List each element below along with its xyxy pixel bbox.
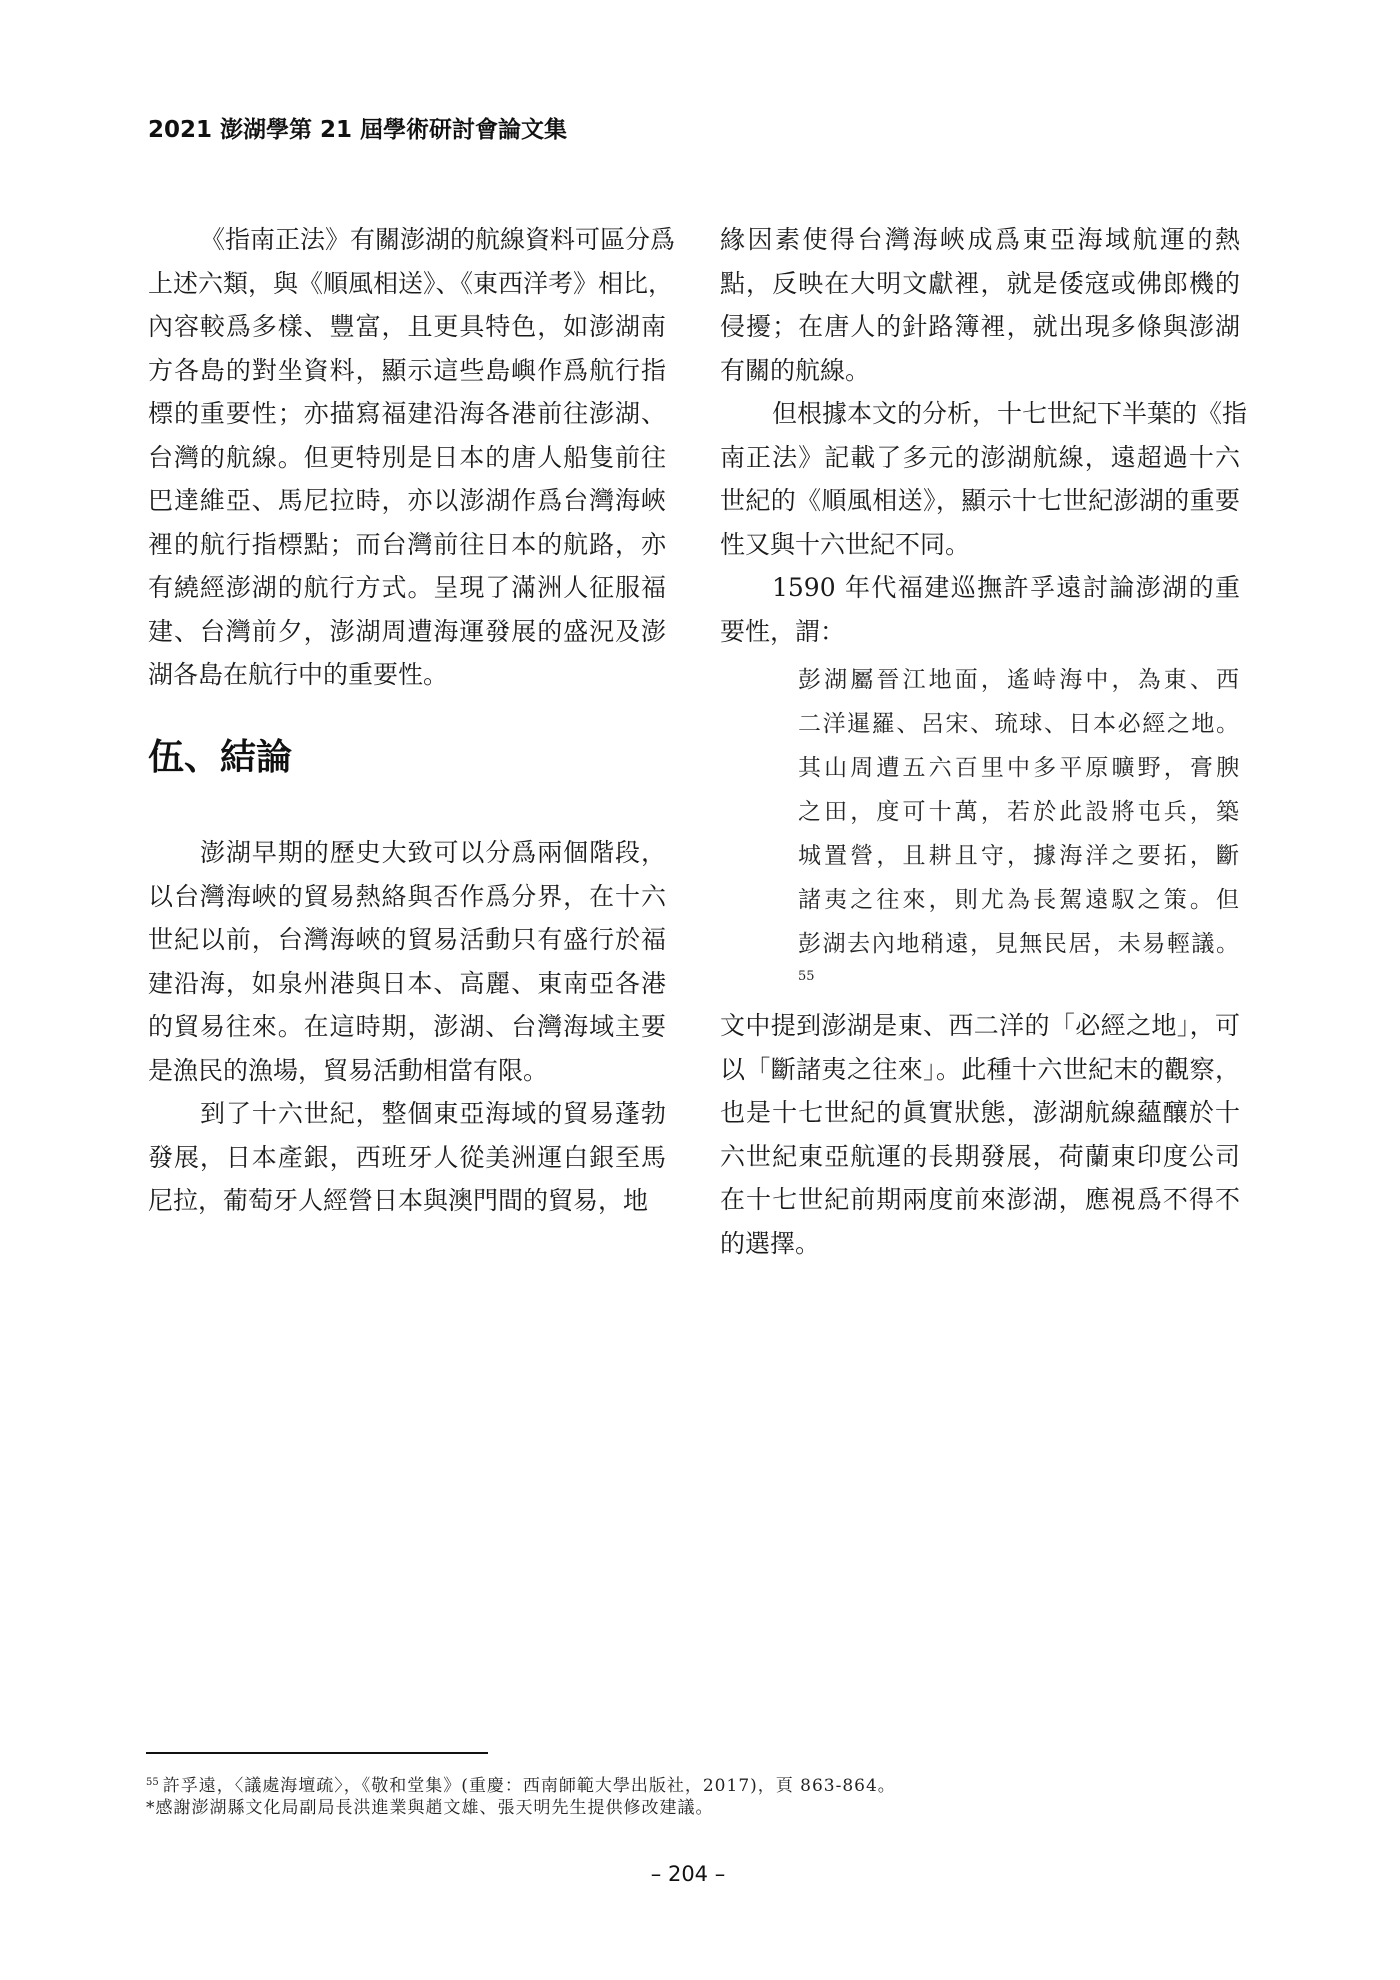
paragraph-line: 發展，日本產銀，西班牙人從美洲運白銀至馬 — [148, 1142, 666, 1172]
block-quote-line: 城置營，且耕且守，據海洋之要拓，斷 — [798, 843, 1240, 869]
paragraph-line: 點，反映在大明文獻裡，就是倭寇或佛郎機的 — [720, 268, 1240, 298]
section-heading: 伍、結論 — [148, 736, 293, 778]
paragraph-line: 有繞經澎湖的航行方式。呈現了滿洲人征服福 — [148, 573, 666, 602]
paragraph-line: 性又與十六世紀不同。 — [720, 529, 971, 559]
paragraph-line: 緣因素使得台灣海峽成爲東亞海域航運的熱 — [720, 225, 1240, 254]
paragraph-line: 台灣的航線。但更特別是日本的唐人船隻前往 — [148, 442, 666, 472]
block-quote-line: 其山周遭五六百里中多平原曠野，膏腴 — [798, 755, 1240, 781]
footnote-55 — [146, 1772, 896, 1797]
paragraph-line: 是漁民的漁場，貿易活動相當有限。 — [148, 1055, 549, 1085]
paragraph-line: 建、台灣前夕，澎湖周遭海運發展的盛況及澎 — [148, 616, 666, 646]
paragraph-line: 的貿易往來。在這時期，澎湖、台灣海域主要 — [148, 1012, 666, 1041]
paragraph-line: 湖各島在航行中的重要性。 — [148, 660, 449, 689]
paragraph-line: 世紀的《順風相送》，顯示十七世紀澎湖的重要 — [720, 486, 1240, 515]
running-header: 2021 澎湖學第 21 屆學術研討會論文集 — [148, 117, 568, 143]
footnote-text: *感謝澎湖縣文化局副局長洪進業與趙文雄、張天明先生提供修改建議。 — [146, 1798, 714, 1818]
paragraph-line: 的選擇。 — [720, 1228, 821, 1258]
paragraph-line: 侵擾；在唐人的針路簿裡，就出現多條與澎湖 — [720, 312, 1240, 341]
footnote-separator — [146, 1752, 488, 1754]
block-quote-line: 之田，度可十萬，若於此設將屯兵，築 — [798, 799, 1240, 825]
paragraph-line: 到了十六世紀，整個東亞海域的貿易蓬勃 — [200, 1099, 666, 1128]
paragraph-line: 要性，謂： — [720, 616, 846, 646]
paragraph-line: 《指南正法》有關澎湖的航線資料可區分爲 — [200, 225, 676, 254]
quote-footnote-ref: 55 — [798, 969, 815, 984]
page-number: – 204 – — [650, 1862, 726, 1886]
block-quote-line: 彭湖去內地稍遠，見無民居，未易輕議。 — [798, 931, 1240, 957]
paragraph-line: 上述六類，與《順風相送》、《東西洋考》相比， — [148, 268, 674, 298]
footnote-marker: 55 — [146, 1777, 159, 1788]
paragraph-line: 尼拉，葡萄牙人經營日本與澳門間的貿易，地 — [148, 1186, 649, 1215]
footnote-acknowledgement — [146, 1797, 714, 1819]
paragraph-line: 但根據本文的分析，十七世紀下半葉的《指 — [772, 399, 1248, 428]
paragraph-line: 文中提到澎湖是東、西二洋的「必經之地」，可 — [720, 1011, 1240, 1040]
paragraph-line: 巴達維亞、馬尼拉時，亦以澎湖作爲台灣海峽 — [148, 486, 666, 515]
paragraph-line: 有關的航線。 — [720, 355, 871, 385]
footnote-text: 許孚遠，〈議處海壇疏〉，《敬和堂集》(重慶：西南師範大學出版社，2017)，頁 863-864。 — [162, 1776, 896, 1796]
paragraph-line: 以「斷諸夷之往來」。此種十六世紀末的觀察， — [720, 1054, 1240, 1084]
paragraph-line: 標的重要性；亦描寫福建沿海各港前往澎湖、 — [148, 399, 666, 428]
paragraph-line: 方各島的對坐資料，顯示這些島嶼作爲航行指 — [148, 355, 666, 385]
paragraph-line: 南正法》記載了多元的澎湖航線，遠超過十六 — [720, 442, 1240, 472]
paragraph-line: 建沿海，如泉州港與日本、高麗、東南亞各港 — [148, 968, 666, 998]
paragraph-line: 內容較爲多樣、豐富，且更具特色，如澎湖南 — [148, 312, 666, 341]
paragraph-line: 也是十七世紀的眞實狀態，澎湖航線蘊釀於十 — [720, 1098, 1240, 1127]
paragraph-line: 世紀以前，台灣海峽的貿易活動只有盛行於福 — [148, 925, 666, 954]
block-quote-line: 二洋暹羅、呂宋、琉球、日本必經之地。 — [798, 711, 1240, 737]
block-quote-line: 彭湖屬晉江地面，遙峙海中，為東、西 — [798, 667, 1240, 693]
paragraph-line: 裡的航行指標點；而台灣前往日本的航路，亦 — [148, 529, 666, 559]
paragraph-line: 六世紀東亞航運的長期發展，荷蘭東印度公司 — [720, 1141, 1240, 1171]
paragraph-line: 1590 年代福建巡撫許孚遠討論澎湖的重 — [772, 573, 1240, 602]
paragraph-line: 在十七世紀前期兩度前來澎湖，應視爲不得不 — [720, 1185, 1240, 1214]
block-quote-line: 諸夷之往來，則尤為長駕遠馭之策。但 — [798, 887, 1240, 913]
paragraph-line: 澎湖早期的歷史大致可以分爲兩個階段， — [200, 838, 666, 867]
paragraph-line: 以台灣海峽的貿易熱絡與否作爲分界，在十六 — [148, 881, 666, 911]
